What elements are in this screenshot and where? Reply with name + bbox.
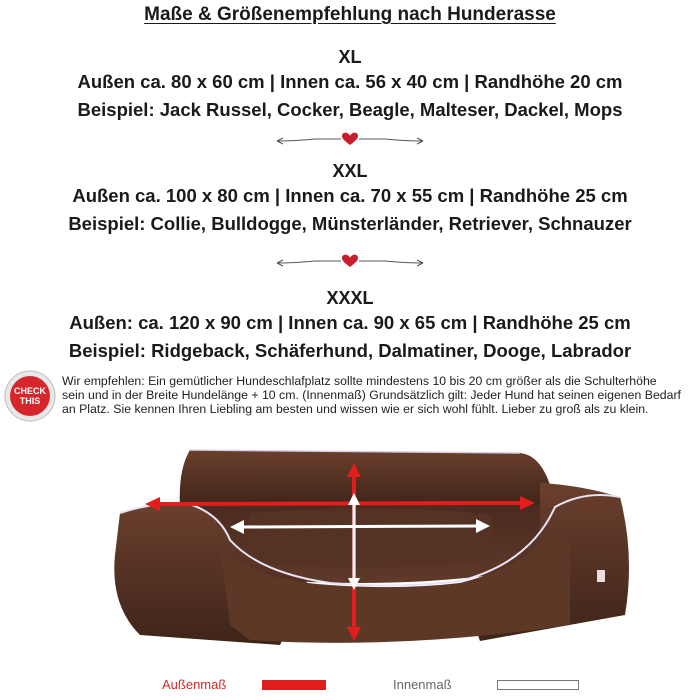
size-name: XXL (332, 161, 368, 181)
size-dimensions: Außen ca. 80 x 60 cm | Innen ca. 56 x 40 cm | Randhöhe 20 cm (77, 71, 623, 92)
recommendation-text (62, 374, 698, 416)
size-block-xl (0, 46, 700, 124)
check-this-badge (4, 370, 56, 422)
heart-divider (275, 250, 425, 270)
page-title: Maße & Größenempfehlung nach Hunderasse (144, 4, 556, 25)
legend-inner-label: Innenmaß (393, 677, 452, 692)
size-example-breeds: Beispiel: Ridgeback, Schäferhund, Dalmatiner, Dooge, Labrador (68, 340, 632, 361)
size-block-xxxl (0, 287, 700, 365)
badge-text: CHECK (13, 386, 47, 396)
recommendation-line: sein und in der Breite Hundelänge + 10 cm. (Innenmaß) Grundsätzlich gilt: Jeder Hund hat seinen eigenen Bedarf (62, 388, 681, 402)
heart-icon (342, 255, 358, 267)
legend-inner-swatch (497, 680, 579, 690)
legend-outer-label: Außenmaß (162, 677, 227, 692)
recommendation-line: an Platz. Sie kennen Ihren Liebling am besten und wissen wie er sich wohl fühlt. Lieber zu groß als zu klein. (62, 402, 649, 416)
dog-bed-image (100, 445, 640, 650)
size-name: XL (338, 47, 362, 67)
badge-text: THIS (19, 396, 41, 406)
heart-divider (275, 128, 425, 148)
size-example-breeds: Beispiel: Jack Russel, Cocker, Beagle, Malteser, Dackel, Mops (77, 99, 623, 120)
size-dimensions: Außen: ca. 120 x 90 cm | Innen ca. 90 x 65 cm | Randhöhe 25 cm (69, 312, 631, 333)
size-example-breeds: Beispiel: Collie, Bulldogge, Münsterländer, Retriever, Schnauzer (68, 213, 632, 234)
recommendation-line: Wir empfehlen: Ein gemütlicher Hundeschlafplatz sollte mindestens 10 bis 20 cm größer als die Schulterhöhe (62, 374, 657, 388)
heart-icon (342, 133, 358, 145)
size-block-xxl (0, 160, 700, 238)
size-name: XXXL (326, 288, 374, 308)
legend-outer-swatch (262, 680, 326, 690)
size-dimensions: Außen ca. 100 x 80 cm | Innen ca. 70 x 55 cm | Randhöhe 25 cm (72, 185, 628, 206)
